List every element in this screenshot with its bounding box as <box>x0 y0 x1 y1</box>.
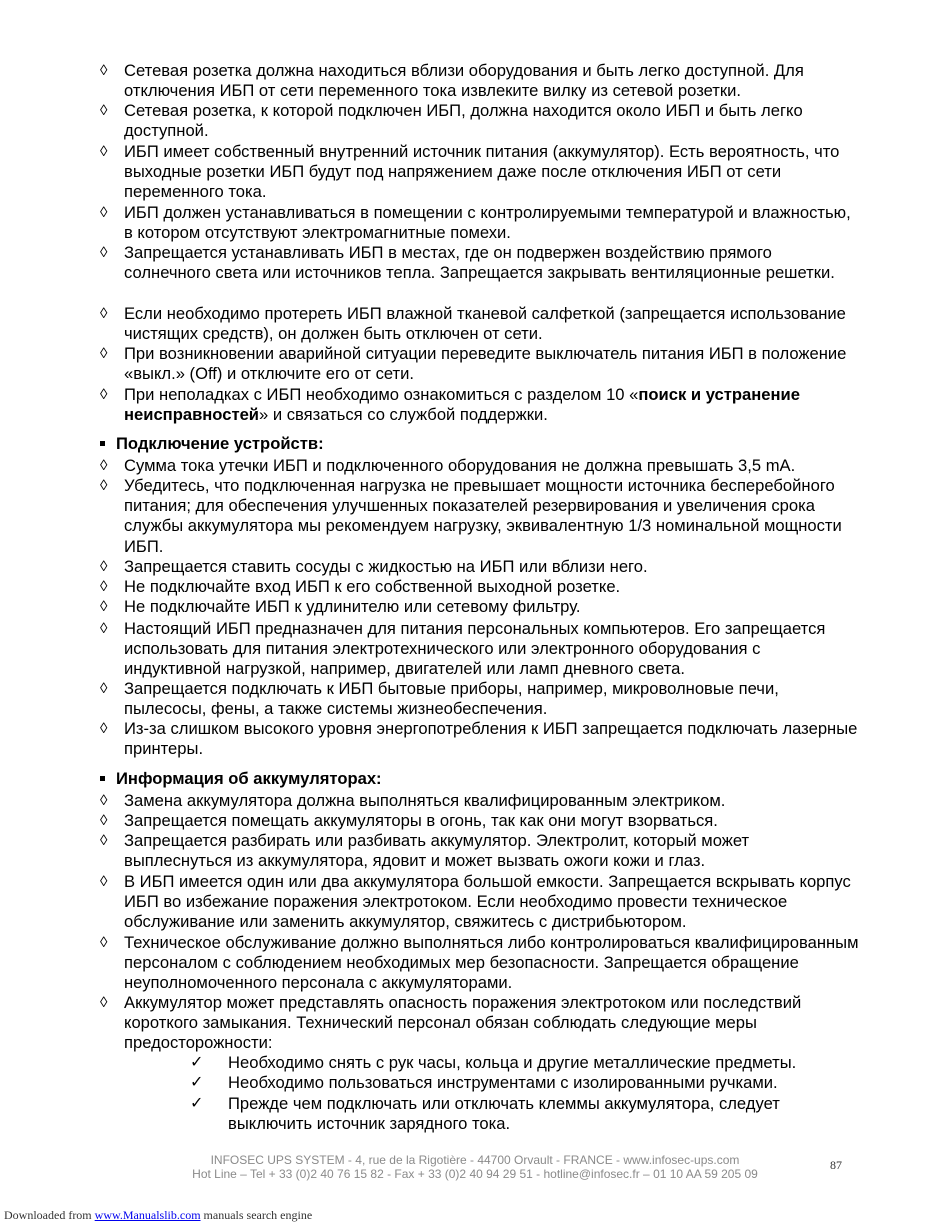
diamond-bullet-icon: ◊ <box>100 244 108 261</box>
list-item-text: Если необходимо протереть ИБП влажной тканевой салфеткой (запрещается использование чистящих средств), он должен быть отключен от сети. <box>124 304 846 344</box>
section-heading-devices <box>100 434 324 454</box>
checklist-item <box>190 1053 850 1073</box>
list-item <box>100 385 860 425</box>
diamond-bullet-icon: ◊ <box>100 832 108 849</box>
list-item <box>100 993 860 1054</box>
diamond-bullet-icon: ◊ <box>100 558 108 575</box>
list-item-text <box>124 385 860 425</box>
list-item-text: Запрещается устанавливать ИБП в местах, где он подвержен воздействию прямого солнечного света или источников тепла. Запрещается закрывать вентиляционные решетки. <box>124 243 835 283</box>
diamond-bullet-icon: ◊ <box>100 204 108 221</box>
diamond-bullet-icon: ◊ <box>100 873 108 890</box>
list-item-text: Сумма тока утечки ИБП и подключенного оборудования не должна превышать 3,5 mA. <box>124 456 796 475</box>
section-heading-text: Информация об аккумуляторах: <box>116 769 382 788</box>
list-item <box>100 679 860 719</box>
diamond-bullet-icon: ◊ <box>100 457 108 474</box>
list-item-text: Настоящий ИБП предназначен для питания персональных компьютеров. Его запрещается использовать для питания электротехнического или электронного оборудования с индуктивной нагрузкой, например, двигателей или ламп дневного света. <box>124 619 826 679</box>
list-item-text: В ИБП имеется один или два аккумулятора большой емкости. Запрещается вскрывать корпус ИБП во избежание поражения электротоком. Если необходимо провести техническое обслуживание или заменить аккумулятор, свяжитесь с дистрибьютором. <box>124 872 851 932</box>
text-run: При неполадках с ИБП необходимо ознакомиться с разделом 10 « <box>124 385 639 404</box>
diamond-bullet-icon: ◊ <box>100 720 108 737</box>
list-item-text: Сетевая розетка, к которой подключен ИБП, должна находится около ИБП и быть легко доступной. <box>124 101 803 141</box>
list-item <box>100 811 860 831</box>
section-heading-battery <box>100 769 382 789</box>
diamond-bullet-icon: ◊ <box>100 102 108 119</box>
diamond-bullet-icon: ◊ <box>100 994 108 1011</box>
page-number: 87 <box>830 1158 842 1172</box>
list-item <box>100 933 860 994</box>
list-item-text: ИБП должен устанавливаться в помещении с контролируемыми температурой и влажностью, в котором отсутствуют электромагнитные помехи. <box>124 203 851 243</box>
list-item-text: ИБП имеет собственный внутренний источник питания (аккумулятор). Есть вероятность, что выходные розетки ИБП будут под напряжением даже после отключения ИБП от сети переменного тока. <box>124 142 840 202</box>
list-item-text: Из-за слишком высокого уровня энергопотребления к ИБП запрещается подключать лазерные принтеры. <box>124 719 858 759</box>
list-item <box>100 344 860 384</box>
list-item <box>100 719 860 759</box>
checklist-item <box>190 1073 850 1093</box>
diamond-bullet-icon: ◊ <box>100 812 108 829</box>
list-item <box>100 872 860 933</box>
text-run: » и связаться со службой поддержки. <box>259 405 548 425</box>
list-item-text: Убедитесь, что подключенная нагрузка не превышает мощности источника бесперебойного питания; для обеспечения улучшенных показателей резервирования и увеличения срока службы аккумулятора мы рекомендуем нагрузку, эквивалентную 1/3 номинальной мощности ИБП. <box>124 476 842 556</box>
checklist-item-text: Прежде чем подключать или отключать клеммы аккумулятора, следует выключить источник зарядного тока. <box>228 1094 780 1134</box>
square-bullet-icon <box>100 441 105 446</box>
list-item-text: Аккумулятор может представлять опасность поражения электротоком или последствий короткого замыкания. Технический персонал обязан соблюдать следующие меры предосторожности: <box>124 993 802 1053</box>
list-item-text: Не подключайте ИБП к удлинителю или сетевому фильтру. <box>124 597 581 616</box>
list-item-text: Запрещается ставить сосуды с жидкостью на ИБП или вблизи него. <box>124 557 648 576</box>
list-item-text: Не подключайте вход ИБП к его собственной выходной розетке. <box>124 577 621 596</box>
checkmark-icon: ✓ <box>190 1054 204 1071</box>
list-item <box>100 456 860 476</box>
checklist-item-text: Необходимо снять с рук часы, кольца и другие металлические предметы. <box>228 1053 797 1072</box>
diamond-bullet-icon: ◊ <box>100 680 108 697</box>
diamond-bullet-icon: ◊ <box>100 143 108 160</box>
diamond-bullet-icon: ◊ <box>100 620 108 637</box>
checklist-item <box>190 1094 850 1134</box>
list-item <box>100 142 860 203</box>
manualslib-link[interactable]: www.Manualslib.com <box>94 1208 201 1222</box>
list-item <box>100 203 860 243</box>
list-item <box>100 61 860 101</box>
list-item <box>100 577 860 597</box>
download-suffix: manuals search engine <box>200 1208 313 1222</box>
diamond-bullet-icon: ◊ <box>100 477 108 494</box>
section-heading-text: Подключение устройств: <box>116 434 324 453</box>
diamond-bullet-icon: ◊ <box>100 305 108 322</box>
list-item-text: Сетевая розетка должна находиться вблизи оборудования и быть легко доступной. Для отключения ИБП от сети переменного тока извлеките вилку из сетевой розетки. <box>124 61 804 101</box>
footer-address: INFOSEC UPS SYSTEM - 4, rue de la Rigotière - 44700 Orvault - FRANCE - www.infosec-ups.com <box>210 1153 740 1167</box>
diamond-bullet-icon: ◊ <box>100 934 108 951</box>
square-bullet-icon <box>100 776 105 781</box>
checkmark-icon: ✓ <box>190 1074 204 1091</box>
diamond-bullet-icon: ◊ <box>100 345 108 362</box>
footer-contacts: Hot Line – Tel + 33 (0)2 40 76 15 82 - Fax + 33 (0)2 40 94 29 51 - hotline@infosec.fr – 01 10 AA 59 205 09 <box>192 1167 758 1181</box>
diamond-bullet-icon: ◊ <box>100 578 108 595</box>
list-item <box>100 791 860 811</box>
list-item-text: Запрещается помещать аккумуляторы в огонь, так как они могут взорваться. <box>124 811 718 830</box>
list-item-text: При возникновении аварийной ситуации переведите выключатель питания ИБП в положение «выкл.» (Off) и отключите его от сети. <box>124 344 847 384</box>
list-item <box>100 304 860 344</box>
list-item-text: Замена аккумулятора должна выполняться квалифицированным электриком. <box>124 791 726 810</box>
list-item-text: Запрещается разбирать или разбивать аккумулятор. Электролит, который может выплеснуться из аккумулятора, ядовит и может вызвать ожоги кожи и глаз. <box>124 831 750 871</box>
download-prefix: Downloaded from <box>4 1208 95 1222</box>
list-item-text: Техническое обслуживание должно выполняться либо контролироваться квалифицированным персоналом с соблюдением необходимых мер безопасности. Запрещается обращение неуполномоченного персонала с аккумуляторами. <box>124 933 859 993</box>
diamond-bullet-icon: ◊ <box>100 792 108 809</box>
diamond-bullet-icon: ◊ <box>100 62 108 79</box>
section-reference: поиск и устранение неисправностей <box>124 385 800 425</box>
diamond-bullet-icon: ◊ <box>100 598 108 615</box>
diamond-bullet-icon: ◊ <box>100 386 108 403</box>
download-notice <box>4 1208 312 1223</box>
list-item <box>100 831 860 871</box>
list-item <box>100 101 860 141</box>
checkmark-icon: ✓ <box>190 1095 204 1112</box>
list-item <box>100 243 860 283</box>
checklist-item-text: Необходимо пользоваться инструментами с изолированными ручками. <box>228 1073 778 1092</box>
list-item <box>100 619 860 680</box>
list-item-text: Запрещается подключать к ИБП бытовые приборы, например, микроволновые печи, пылесосы, фены, а также системы жизнеобеспечения. <box>124 679 779 719</box>
list-item <box>100 557 860 577</box>
list-item <box>100 597 860 617</box>
list-item <box>100 476 860 557</box>
